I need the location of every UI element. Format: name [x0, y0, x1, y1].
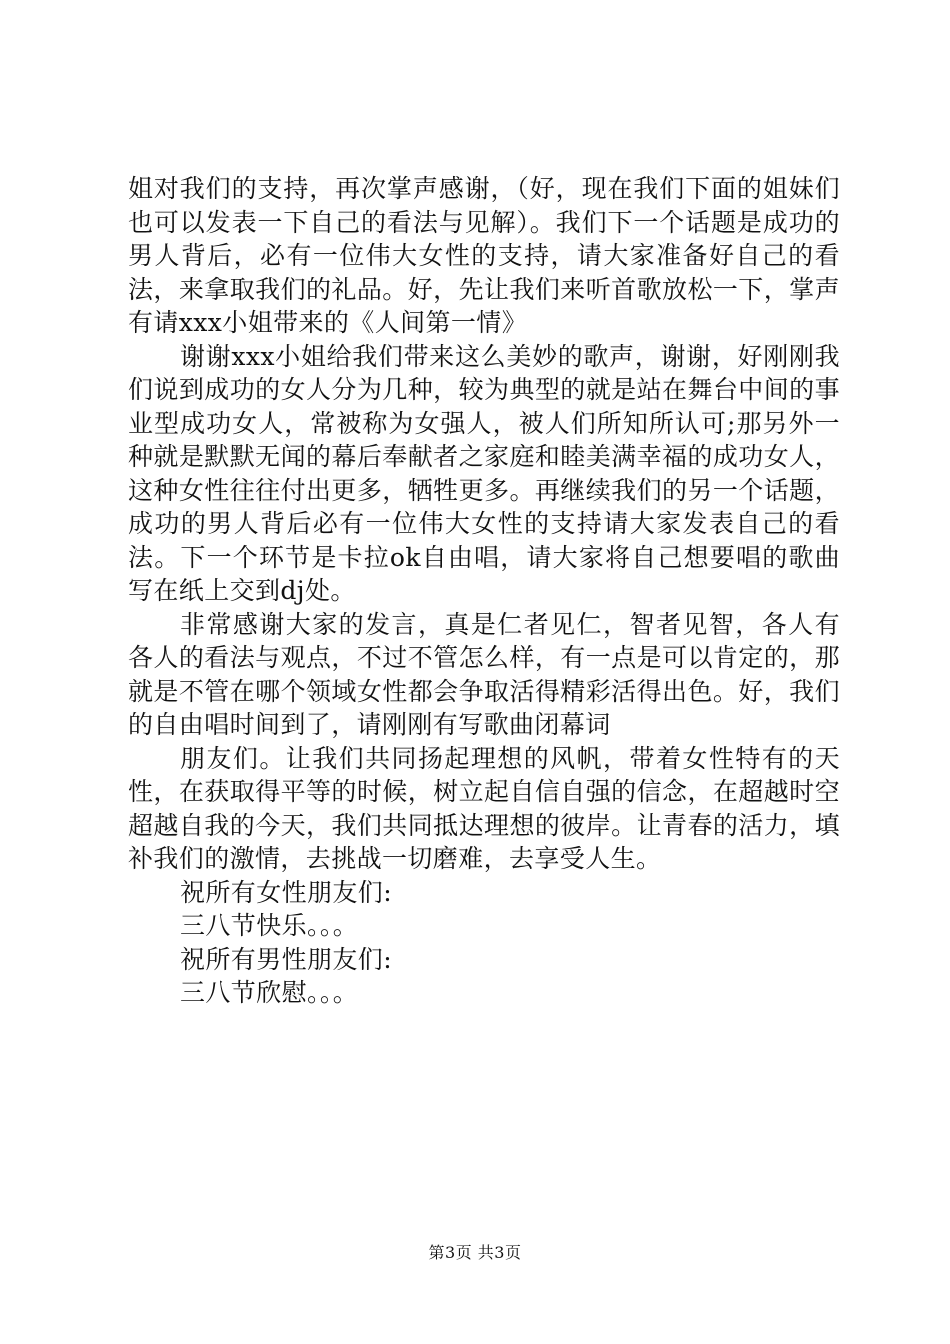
paragraph: 谢谢xxx小姐给我们带来这么美妙的歌声，谢谢，好刚刚我们说到成功的女人分为几种，较为典型的就是站在舞台中间的事业型成功女人，常被称为女强人，被人们所知所认可;那另外一种就是默默无闻的幕后奉献者之家庭和睦美满幸福的成功女人，这种女性往往付出更多，牺牲更多。再继续我们的另一个话题，成功的男人背后必有一位伟大女性的支持请大家发表自己的看法。下一个环节是卡拉ok自由唱，请大家将自己想要唱的歌曲写在纸上交到dj处。: [128, 341, 840, 605]
paragraph: 非常感谢大家的发言，真是仁者见仁，智者见智，各人有各人的看法与观点，不过不管怎么样，有一点是可以肯定的，那就是不管在哪个领域女性都会争取活得精彩活得出色。好，我们的自由唱时间到了，请刚刚有写歌曲闭幕词: [128, 609, 840, 739]
closing-line: 三八节快乐。。。: [180, 911, 359, 940]
paragraph: 朋友们。让我们共同扬起理想的风帆，带着女性特有的天性，在获取得平等的时候，树立起自信自强的信念，在超越时空超越自我的今天，我们共同抵达理想的彼岸。让青春的活力，填补我们的激情，去挑战一切磨难，去享受人生。: [128, 743, 840, 873]
document-body: [128, 172, 840, 1010]
closing-line: 祝所有女性朋友们:: [180, 877, 393, 907]
closing-line: 三八节欣慰。。。: [180, 978, 359, 1007]
closing-line: 祝所有男性朋友们:: [180, 944, 393, 974]
paragraph-continuation: 姐对我们的支持，再次掌声感谢，（好，现在我们下面的姐妹们也可以发表一下自己的看法与见解）。我们下一个话题是成功的男人背后，必有一位伟大女性的支持，请大家准备好自己的看法，来拿取我们的礼品。好，先让我们来听首歌放松一下，掌声有请xxx小姐带来的《人间第一情》: [128, 174, 840, 337]
page-footer: 第3页 共3页: [428, 1243, 522, 1262]
